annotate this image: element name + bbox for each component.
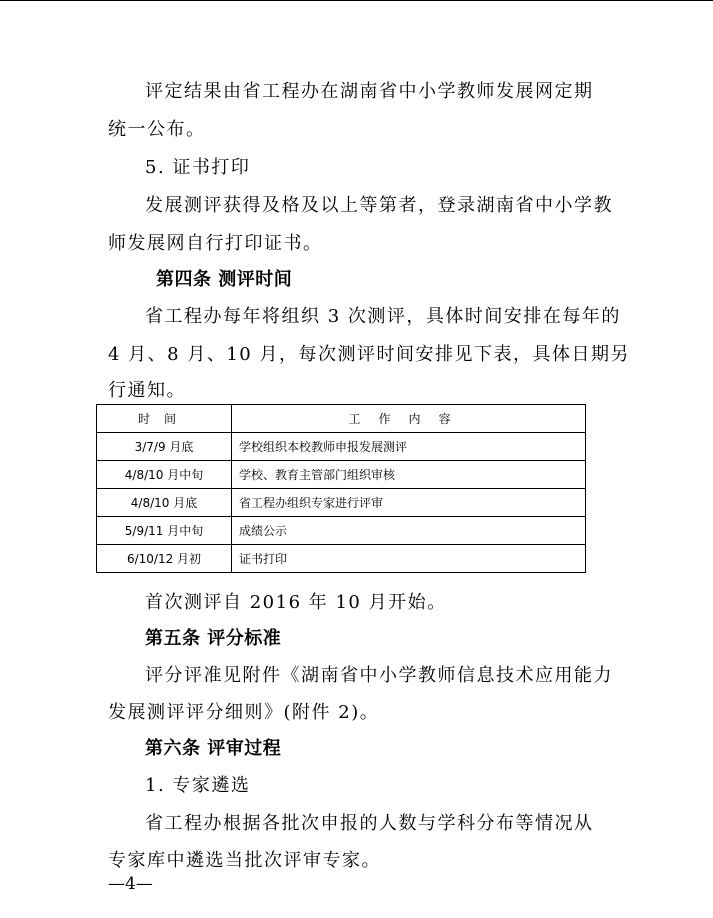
paragraph-line: 统一公布。 bbox=[108, 119, 206, 140]
table-header-row bbox=[97, 405, 586, 433]
paragraph-line: 评分评准见附件《湖南省中小学教师信息技术应用能力 bbox=[145, 665, 613, 686]
table-row bbox=[97, 489, 586, 517]
header-content: 工作内容 bbox=[232, 405, 586, 433]
top-rule bbox=[0, 0, 713, 1]
cell-content: 成绩公示 bbox=[232, 517, 586, 545]
cell-time: 6/10/12 月初 bbox=[97, 545, 232, 573]
list-item-5: 5. 证书打印 bbox=[145, 157, 251, 178]
table-row bbox=[97, 517, 586, 545]
table-row bbox=[97, 433, 586, 461]
cell-time: 4/8/10 月底 bbox=[97, 489, 232, 517]
paragraph-line: 专家库中遴选当批次评审专家。 bbox=[108, 850, 381, 871]
cell-content: 证书打印 bbox=[232, 545, 586, 573]
paragraph-line: 行通知。 bbox=[108, 380, 186, 401]
schedule-table bbox=[96, 404, 586, 573]
cell-time: 4/8/10 月中旬 bbox=[97, 461, 232, 489]
section-heading-5: 第五条 评分标准 bbox=[145, 628, 282, 649]
paragraph-line: 发展测评评分细则》(附件 2)。 bbox=[108, 702, 380, 723]
cell-time: 5/9/11 月中旬 bbox=[97, 517, 232, 545]
section-heading-6: 第六条 评审过程 bbox=[145, 738, 282, 759]
table-row bbox=[97, 461, 586, 489]
page-number: —4— bbox=[108, 874, 153, 894]
cell-content: 学校组织本校教师申报发展测评 bbox=[232, 433, 586, 461]
table-row bbox=[97, 545, 586, 573]
paragraph-line: 发展测评获得及格及以上等第者，登录湖南省中小学教 bbox=[145, 195, 613, 216]
paragraph-line: 省工程办每年将组织 3 次测评，具体时间安排在每年的 bbox=[145, 306, 621, 327]
list-item-1: 1. 专家遴选 bbox=[145, 775, 251, 796]
paragraph-line: 省工程办根据各批次申报的人数与学科分布等情况从 bbox=[145, 813, 594, 834]
cell-content: 省工程办组织专家进行评审 bbox=[232, 489, 586, 517]
header-time: 时间 bbox=[97, 405, 232, 433]
paragraph-line: 评定结果由省工程办在湖南省中小学教师发展网定期 bbox=[145, 81, 594, 102]
cell-time: 3/7/9 月底 bbox=[97, 433, 232, 461]
cell-content: 学校、教育主管部门组织审核 bbox=[232, 461, 586, 489]
paragraph-line: 师发展网自行打印证书。 bbox=[108, 233, 323, 254]
paragraph-line: 4 月、8 月、10 月，每次测评时间安排见下表，具体日期另 bbox=[108, 344, 630, 365]
section-heading-4: 第四条 测评时间 bbox=[156, 269, 293, 290]
paragraph-line: 首次测评自 2016 年 10 月开始。 bbox=[145, 592, 447, 613]
